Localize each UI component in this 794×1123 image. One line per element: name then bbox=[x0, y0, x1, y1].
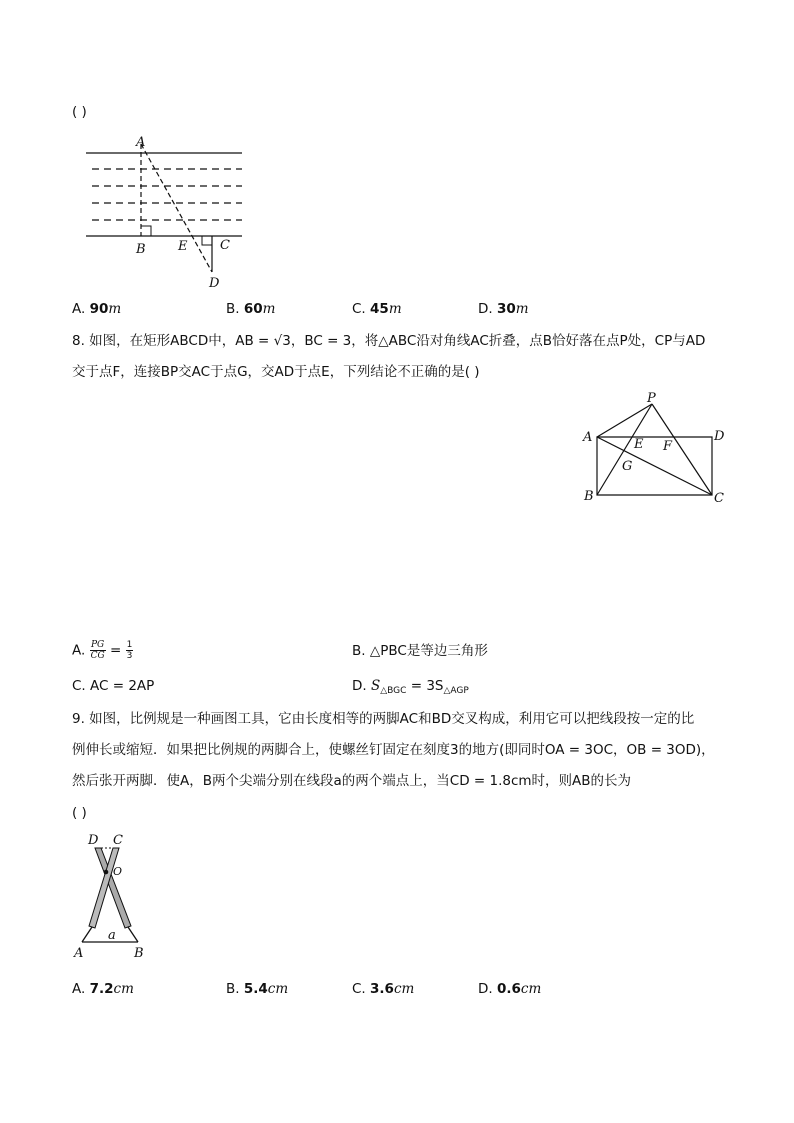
q9-figure bbox=[68, 832, 158, 962]
q8-option-b[interactable]: B. △PBC是等边三角形 bbox=[352, 643, 488, 659]
q7-option-b[interactable]: B. 60m bbox=[226, 301, 276, 317]
q9-stem-line-3: 然后张开两脚．使A，B两个尖端分别在线段a的两个端点上，当CD = 1.8cm时，则AB的长为 bbox=[72, 773, 632, 789]
q8-figure bbox=[578, 390, 728, 510]
q7-label-d: D bbox=[209, 276, 220, 291]
q9-answer-paren: ( ) bbox=[72, 805, 87, 821]
q8-stem-line-2: 交于点F，连接BP交AC于点G，交AD于点E，下列结论不正确的是( ) bbox=[72, 364, 480, 380]
q8-label-c: C bbox=[714, 491, 724, 506]
q9-label-c: C bbox=[113, 833, 123, 848]
q8-label-g: G bbox=[622, 459, 633, 474]
q8-stem-line-1: 8. 如图，在矩形ABCD中，AB = √3，BC = 3，将△ABC沿对角线AC折叠，点B恰好落在点P处，CP与AD bbox=[72, 333, 706, 349]
q9-stem-line-1: 9. 如图，比例规是一种画图工具，它由长度相等的两脚AC和BD交叉构成，利用它可以把线段按一定的比 bbox=[72, 711, 695, 727]
q9-label-o: O bbox=[113, 865, 123, 878]
q7-label-b: B bbox=[136, 242, 146, 257]
q8-option-d[interactable]: D. $S_{\triangle BGC} = 3S_{\triangle AGP}$ bbox=[352, 678, 469, 696]
q9-label-d: D bbox=[88, 833, 99, 848]
q9-label-b: B bbox=[134, 946, 144, 961]
q8-option-a-fraction-right: $\frac{1}{3}$ bbox=[126, 640, 133, 661]
q9-option-d[interactable]: D. 0.6cm bbox=[478, 981, 542, 997]
q7-option-a[interactable]: A. 90m bbox=[72, 301, 122, 317]
q7-label-c: C bbox=[220, 238, 230, 253]
q9-option-a[interactable]: A. 7.2cm bbox=[72, 981, 134, 997]
q7-option-d[interactable]: D. 30m bbox=[478, 301, 529, 317]
q8-label-d: D bbox=[714, 429, 725, 444]
q8-option-c[interactable]: C. AC = 2AP bbox=[72, 678, 155, 694]
q7-label-a: A bbox=[136, 135, 146, 150]
q8-label-a: A bbox=[583, 430, 593, 445]
q8-label-f: F bbox=[663, 439, 673, 454]
q9-label-segment-a: a bbox=[108, 928, 116, 943]
q9-option-c[interactable]: C. 3.6cm bbox=[352, 981, 415, 997]
q8-option-a-fraction-left: $\frac{PG}{CG}$ bbox=[90, 640, 105, 661]
q7-option-c[interactable]: C. 45m bbox=[352, 301, 402, 317]
q8-label-p: P bbox=[647, 391, 656, 406]
q7-answer-paren: ( ) bbox=[72, 104, 87, 120]
q8-label-e: E bbox=[634, 437, 644, 452]
q8-label-b: B bbox=[584, 489, 594, 504]
q8-option-a[interactable]: A. $\frac{PG}{CG}$ = $\frac{1}{3}$ bbox=[72, 640, 133, 661]
q9-label-a: A bbox=[74, 946, 84, 961]
q9-stem-line-2: 例伸长或缩短．如果把比例规的两脚合上，使螺丝钉固定在刻度3的地方(即同时OA = 3OC，OB = 3OD)， bbox=[72, 742, 715, 758]
q9-option-b[interactable]: B. 5.4cm bbox=[226, 981, 289, 997]
q7-label-e: E bbox=[178, 239, 188, 254]
q7-figure bbox=[80, 132, 250, 292]
